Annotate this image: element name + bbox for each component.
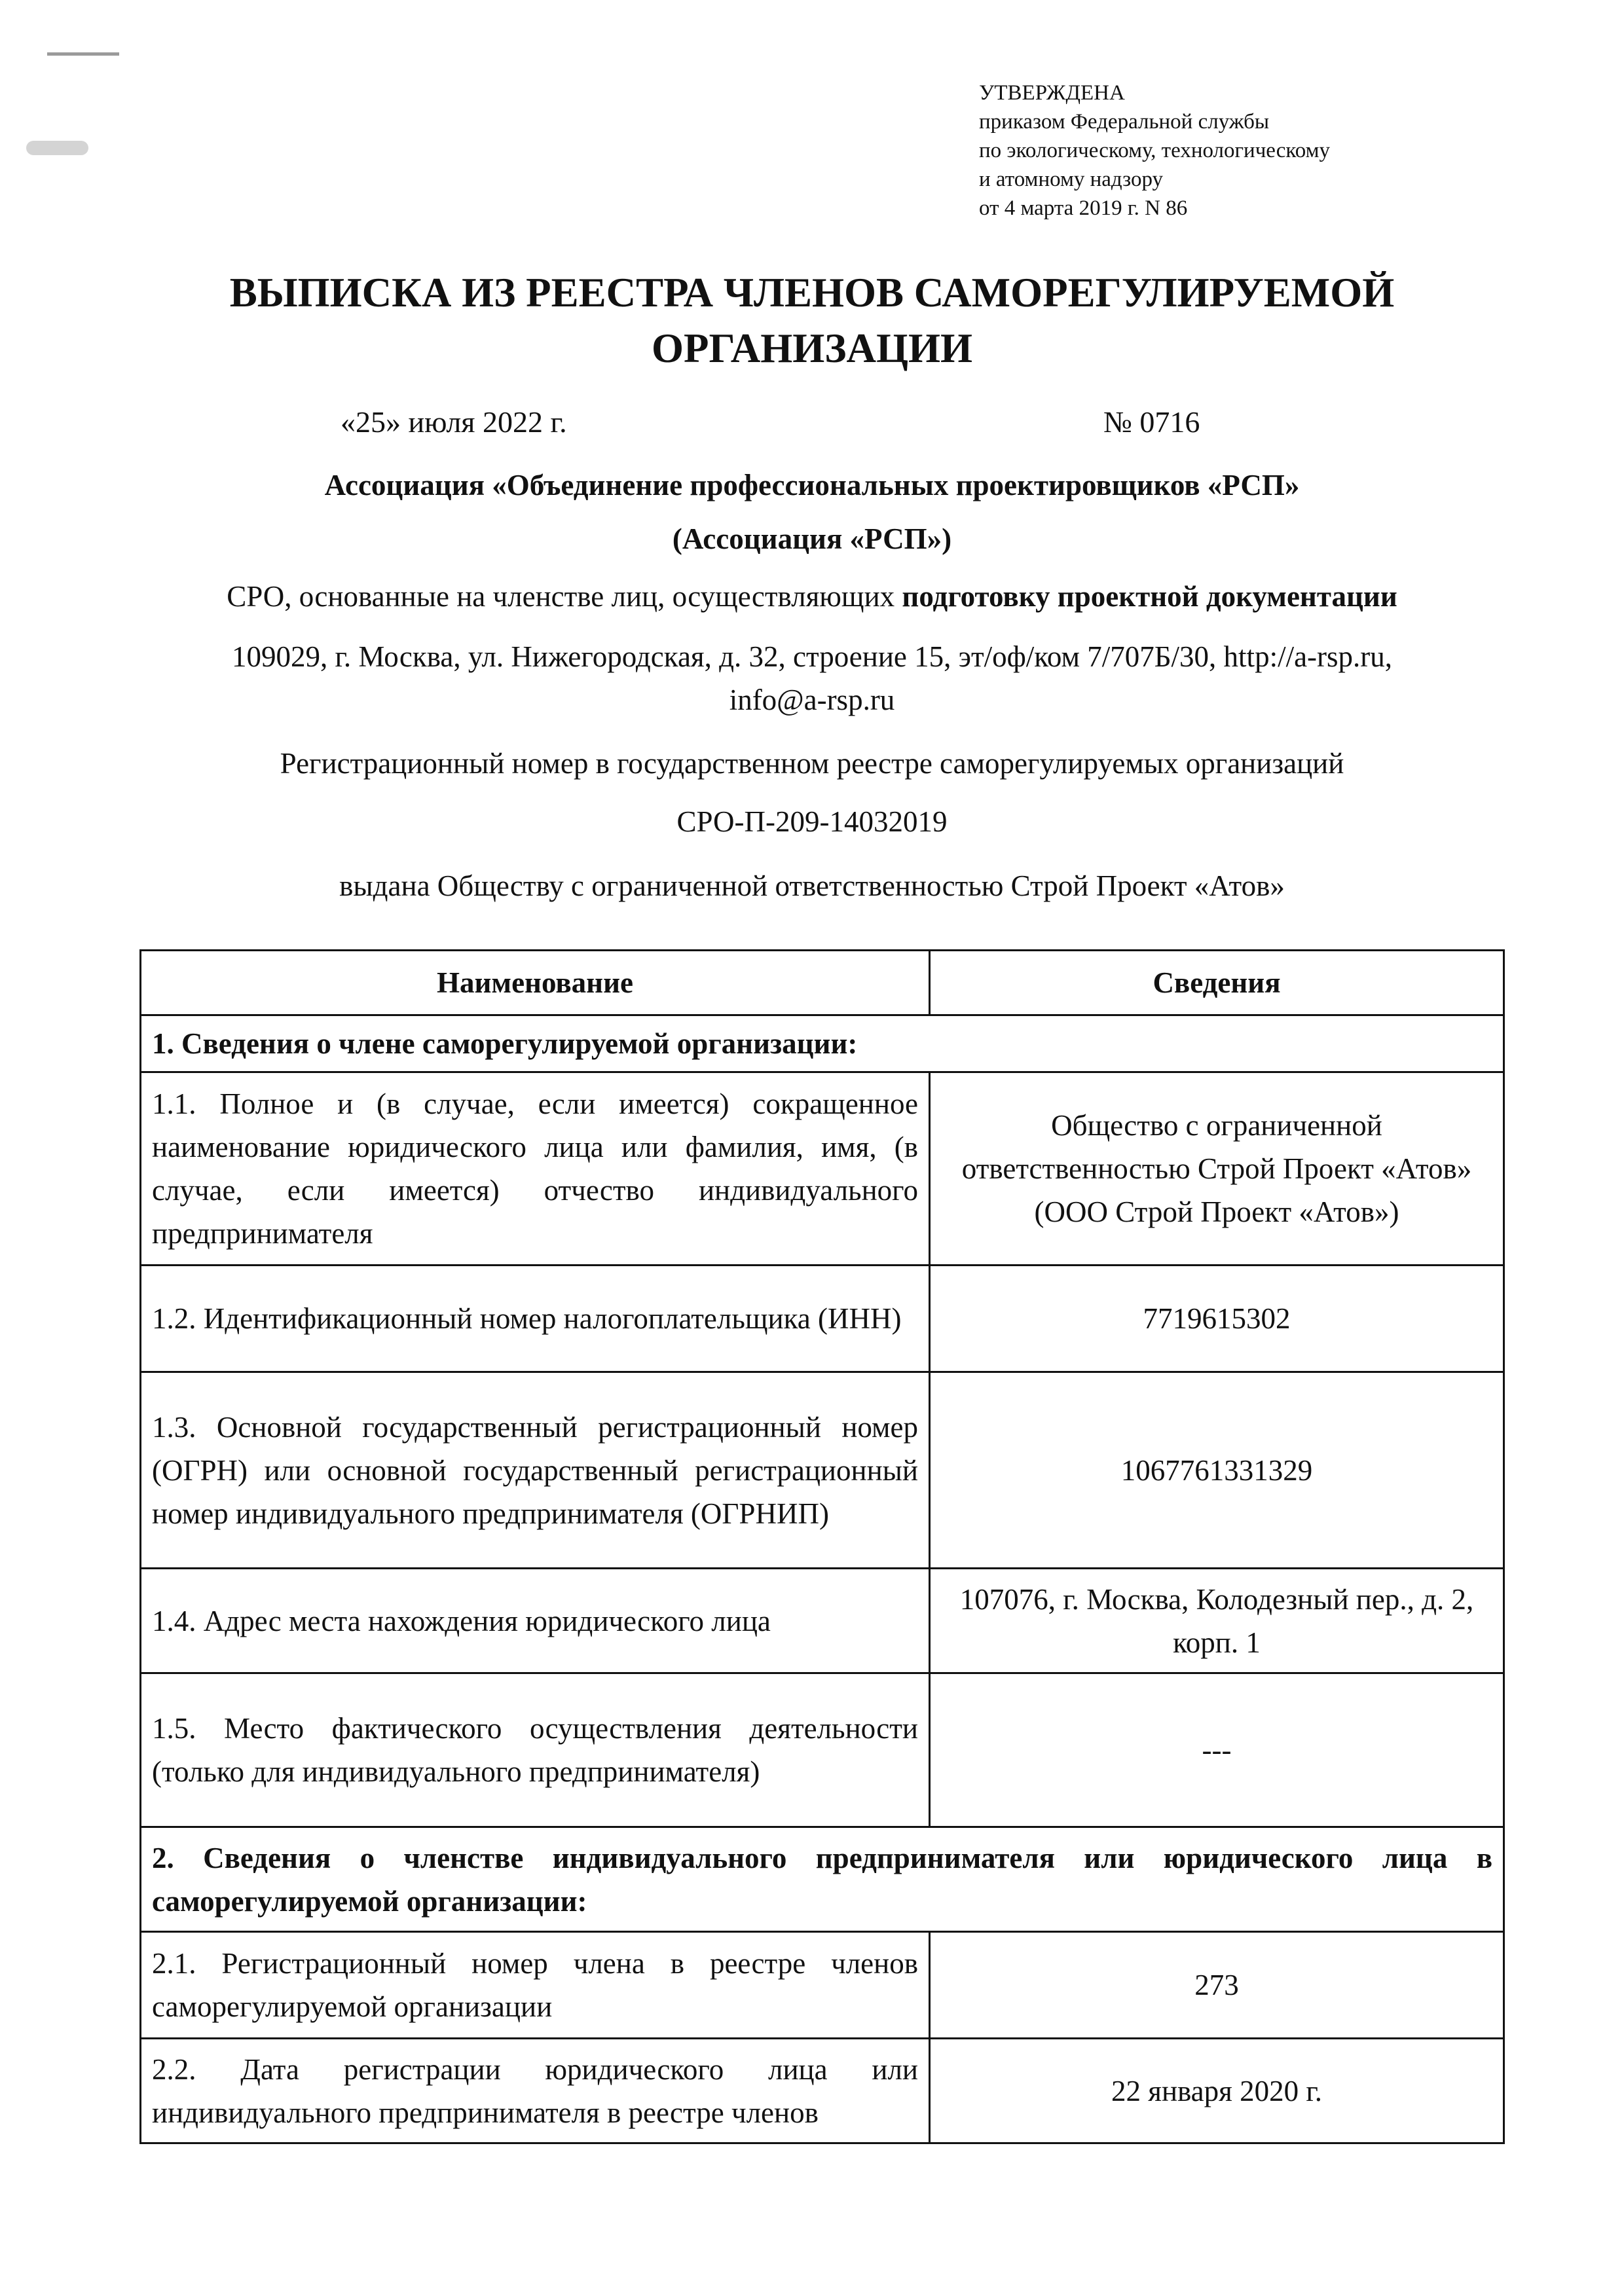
organization-short-name: (Ассоциация «РСП») — [672, 522, 952, 555]
table-row — [141, 1569, 1504, 1673]
approval-line: от 4 марта 2019 г. N 86 — [979, 196, 1188, 220]
sro-type — [98, 575, 1526, 618]
approval-line: и атомному надзору — [979, 168, 1164, 191]
value-line: 107076, г. Москва, Колодезный пер., д. 2, — [959, 1582, 1474, 1616]
organization-address — [98, 635, 1526, 721]
registry-table — [139, 949, 1505, 2144]
row-name: 1.3. Основной государственный регистрационный номер (ОГРН) или основной государственный регистрационный номер индивидуального предпринимателя (ОГРНИП) — [141, 1372, 930, 1569]
scan-mark — [26, 141, 88, 155]
table-row — [141, 1673, 1504, 1827]
row-name: 1.4. Адрес места нахождения юридического лица — [141, 1569, 930, 1673]
address-line: info@a-rsp.ru — [729, 683, 895, 716]
value-line: (ООО Строй Проект «Атов») — [1034, 1195, 1399, 1228]
table-header-row — [141, 951, 1504, 1015]
approval-line: УТВЕРЖДЕНА — [979, 81, 1125, 105]
section-title: 2. Сведения о членстве индивидуального предпринимателя или юридического лица в саморегулируемой организации: — [141, 1827, 1504, 1932]
sro-prefix: СРО, основанные на членстве лиц, осуществляющих — [227, 580, 895, 613]
row-name: 2.1. Регистрационный номер члена в реестре членов саморегулируемой организации — [141, 1932, 930, 2039]
table-row — [141, 1932, 1504, 2039]
table-row — [141, 1372, 1504, 1569]
title-line: ОРГАНИЗАЦИИ — [652, 325, 972, 371]
row-value — [930, 1072, 1504, 1266]
issued-to: выдана Обществу с ограниченной ответственностью Строй Проект «Атов» — [339, 869, 1285, 902]
section-row — [141, 1015, 1504, 1072]
organization-name: Ассоциация «Объединение профессиональных проектировщиков «РСП» — [324, 469, 1300, 501]
document-number: № 0716 — [1103, 405, 1200, 439]
registry-label: Регистрационный номер в государственном реестре саморегулируемых организаций — [280, 747, 1344, 780]
registry-number: СРО-П-209-14032019 — [676, 805, 948, 838]
row-value: 1067761331329 — [930, 1372, 1504, 1569]
row-value: --- — [930, 1673, 1504, 1827]
approval-line: приказом Федеральной службы — [979, 110, 1270, 134]
scan-mark — [47, 52, 119, 56]
document-title — [0, 265, 1624, 376]
row-value: 22 января 2020 г. — [930, 2039, 1504, 2143]
approval-line: по экологическому, технологическому — [979, 139, 1331, 162]
document-date: «25» июля 2022 г. — [341, 405, 567, 439]
section-title: 1. Сведения о члене саморегулируемой организации: — [141, 1015, 1504, 1072]
row-name: 2.2. Дата регистрации юридического лица или индивидуального предпринимателя в реестре членов — [141, 2039, 930, 2143]
row-name: 1.2. Идентификационный номер налогоплательщика (ИНН) — [141, 1266, 930, 1372]
section-row — [141, 1827, 1504, 1932]
approval-block — [979, 79, 1503, 223]
row-value: 7719615302 — [930, 1266, 1504, 1372]
address-line: 109029, г. Москва, ул. Нижегородская, д. 32, строение 15, эт/оф/ком 7/707Б/30, http://a-rsp.ru, — [231, 640, 1393, 673]
row-value — [930, 1569, 1504, 1673]
row-name: 1.5. Место фактического осуществления деятельности (только для индивидуального предпринимателя) — [141, 1673, 930, 1827]
header-value: Сведения — [930, 951, 1504, 1015]
value-line: ответственностью Строй Проект «Атов» — [961, 1152, 1472, 1185]
value-line: корп. 1 — [1173, 1626, 1261, 1659]
sro-activity: подготовку проектной документации — [902, 580, 1397, 613]
table-row — [141, 1072, 1504, 1266]
header-name: Наименование — [141, 951, 930, 1015]
title-line: ВЫПИСКА ИЗ РЕЕСТРА ЧЛЕНОВ САМОРЕГУЛИРУЕМОЙ — [229, 270, 1395, 316]
row-name: 1.1. Полное и (в случае, если имеется) сокращенное наименование юридического лица или фамилия, имя, (в случае, если имеется) отчество индивидуального предпринимателя — [141, 1072, 930, 1266]
value-line: Общество с ограниченной — [1051, 1109, 1382, 1142]
row-value: 273 — [930, 1932, 1504, 2039]
table-row — [141, 1266, 1504, 1372]
table-row — [141, 2039, 1504, 2143]
